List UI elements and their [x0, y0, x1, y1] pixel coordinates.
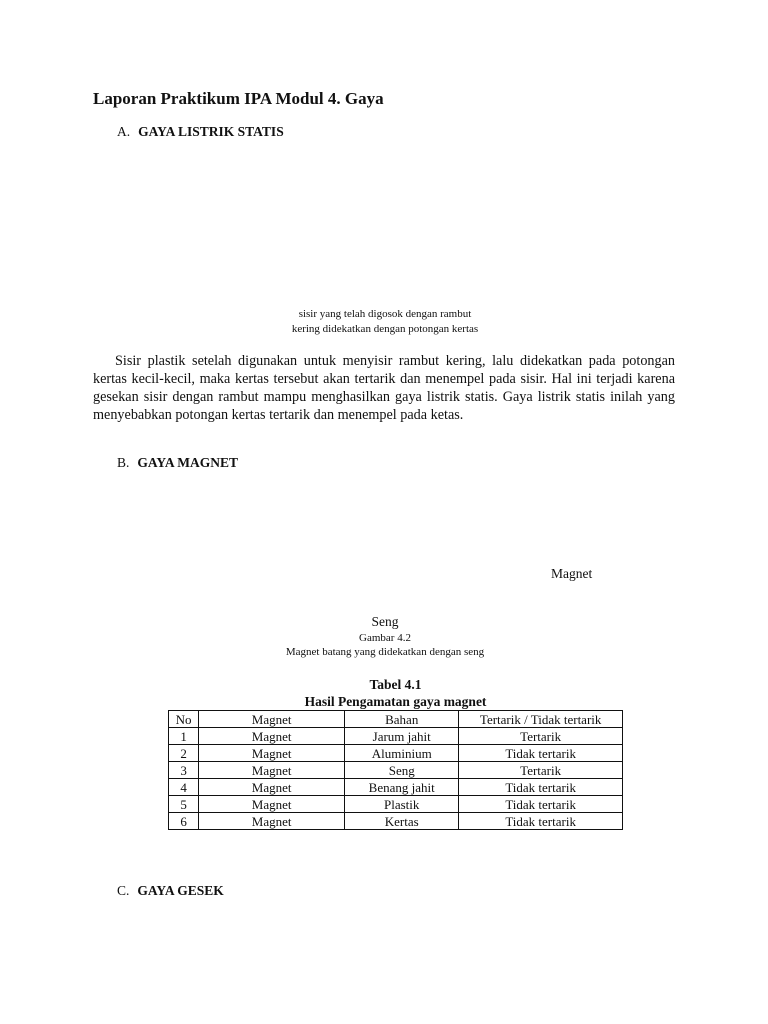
figure-a-caption-line1: sisir yang telah digosok dengan rambut — [298, 308, 472, 320]
section-a-title: GAYA LISTRIK STATIS — [138, 124, 284, 139]
cell-bahan: Plastik — [345, 796, 459, 813]
figure-number: Gambar 4.2 — [359, 632, 411, 644]
cell-status: Tidak tertarik — [459, 796, 623, 813]
figure-caption: Magnet batang yang didekatkan dengan seng — [285, 646, 485, 658]
table-row — [169, 762, 623, 779]
table-number: Tabel 4.1 — [369, 677, 422, 692]
cell-magnet: Magnet — [199, 762, 345, 779]
section-a-paragraph: Sisir plastik setelah digunakan untuk menyisir rambut kering, lalu didekatkan pada potongan kertas kecil-kecil, maka kertas tersebut akan tertarik dan menempel pada sisir. Hal ini terjadi karena gesekan sisir dengan rambut mampu menghasilkan gaya listrik statis. Gaya listrik statis inilah yang menyebabkan potongan kertas tertarik dan menempel pada ketas. — [93, 353, 675, 423]
cell-bahan: Benang jahit — [345, 779, 459, 796]
cell-magnet: Magnet — [199, 796, 345, 813]
figure-a-caption-line2: kering didekatkan dengan potongan kertas — [291, 323, 479, 335]
cell-no: 1 — [169, 728, 199, 745]
section-c-title: GAYA GESEK — [137, 883, 224, 898]
cell-status: Tidak tertarik — [459, 779, 623, 796]
cell-bahan: Kertas — [345, 813, 459, 830]
cell-no: 3 — [169, 762, 199, 779]
section-a-letter: A. — [117, 124, 131, 139]
cell-status: Tidak tertarik — [459, 745, 623, 762]
section-b-title: GAYA MAGNET — [137, 455, 239, 470]
cell-status: Tertarik — [459, 762, 623, 779]
cell-magnet: Magnet — [199, 728, 345, 745]
section-b-heading — [117, 455, 238, 471]
table-header-row — [169, 711, 623, 728]
table-row — [169, 745, 623, 762]
table-row — [169, 813, 623, 830]
header-no: No — [169, 711, 199, 728]
cell-no: 2 — [169, 745, 199, 762]
cell-status: Tertarik — [459, 728, 623, 745]
cell-magnet: Magnet — [199, 779, 345, 796]
header-magnet: Magnet — [199, 711, 345, 728]
cell-bahan: Aluminium — [345, 745, 459, 762]
document-title: Laporan Praktikum IPA Modul 4. Gaya — [93, 89, 384, 108]
cell-bahan: Seng — [345, 762, 459, 779]
cell-no: 6 — [169, 813, 199, 830]
header-bahan: Bahan — [345, 711, 459, 728]
table-title: Hasil Pengamatan gaya magnet — [304, 694, 487, 709]
cell-no: 5 — [169, 796, 199, 813]
figure-label-magnet: Magnet — [551, 566, 593, 581]
table-row — [169, 796, 623, 813]
cell-magnet: Magnet — [199, 745, 345, 762]
section-c-letter: C. — [117, 883, 130, 898]
section-b-letter: B. — [117, 455, 130, 470]
table-row — [169, 779, 623, 796]
figure-label-seng: Seng — [371, 614, 399, 629]
section-c-heading — [117, 883, 224, 899]
header-status: Tertarik / Tidak tertarik — [459, 711, 623, 728]
table-row — [169, 728, 623, 745]
cell-no: 4 — [169, 779, 199, 796]
section-a-heading — [117, 124, 284, 140]
cell-status: Tidak tertarik — [459, 813, 623, 830]
observation-table — [168, 710, 623, 830]
cell-magnet: Magnet — [199, 813, 345, 830]
cell-bahan: Jarum jahit — [345, 728, 459, 745]
